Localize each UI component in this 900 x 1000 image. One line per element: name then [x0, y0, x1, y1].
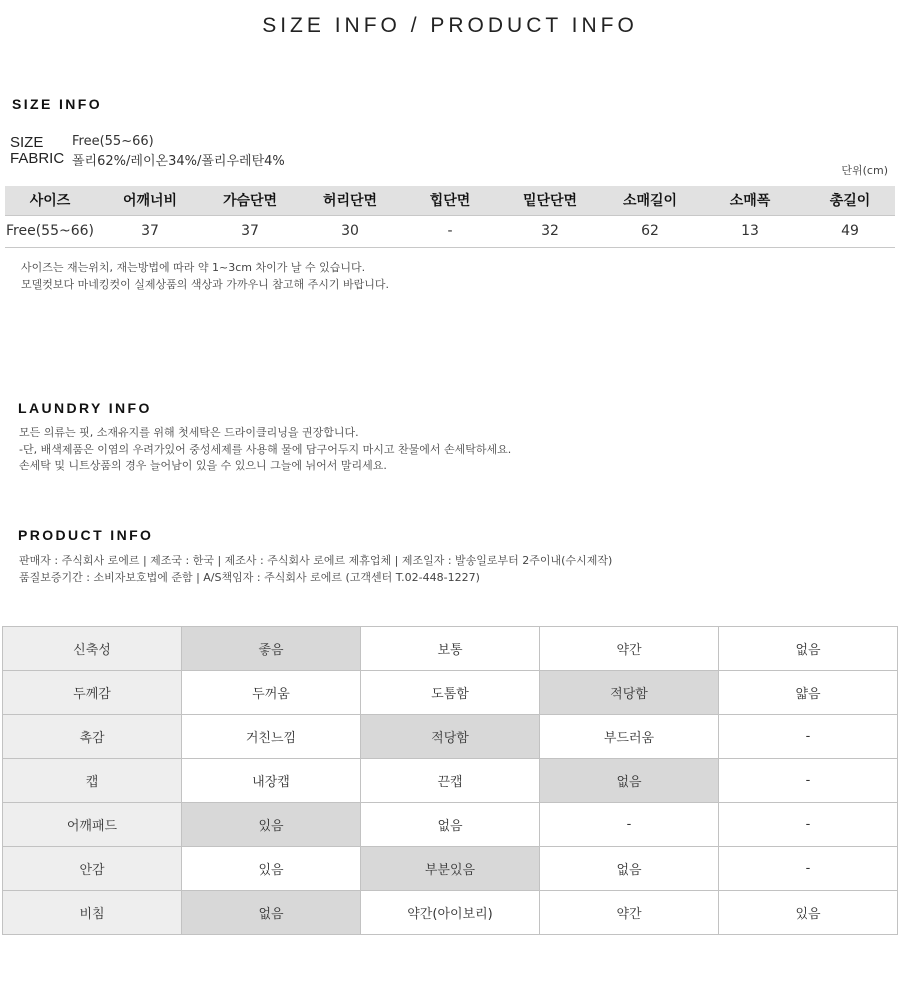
product-notes	[19, 553, 612, 586]
property-option-selected: 있음	[182, 803, 361, 847]
property-option: 끈캡	[361, 759, 540, 803]
property-option: 약간	[540, 891, 719, 935]
size-table-header: 허리단면	[295, 186, 405, 215]
property-label: 비침	[3, 891, 182, 935]
size-info-heading: SIZE INFO	[12, 96, 103, 112]
size-note-line: 모델컷보다 마네킹컷이 실제상품의 색상과 가까우니 참고해 주시기 바랍니다.	[21, 277, 390, 291]
size-table-cell: 32	[495, 215, 605, 247]
fabric-value: 폴리62%/레이온34%/폴리우레탄4%	[72, 154, 285, 169]
product-info-heading: PRODUCT INFO	[18, 527, 154, 543]
property-option: 도톰함	[361, 671, 540, 715]
size-table-header: 힙단면	[405, 186, 495, 215]
property-option-selected: 적당함	[540, 671, 719, 715]
property-option-selected: 없음	[540, 759, 719, 803]
property-option: -	[719, 847, 898, 891]
laundry-line: 모든 의류는 핏, 소재유지를 위해 첫세탁은 드라이클리닝을 권장합니다.	[19, 426, 359, 439]
property-row	[3, 803, 898, 847]
property-row	[3, 627, 898, 671]
property-option: 없음	[719, 627, 898, 671]
size-table-header: 가슴단면	[205, 186, 295, 215]
properties-table	[2, 626, 898, 935]
property-row	[3, 891, 898, 935]
property-label: 안감	[3, 847, 182, 891]
property-option: 약간(아이보리)	[361, 891, 540, 935]
property-option: 보통	[361, 627, 540, 671]
property-option: 있음	[719, 891, 898, 935]
property-row	[3, 671, 898, 715]
property-option: 거친느낌	[182, 715, 361, 759]
product-line: 판매자 : 주식회사 로에르 | 제조국 : 한국 | 제조사 : 주식회사 로에르 제휴업체 | 제조일자 : 발송일로부터 2주이내(수시제작)	[19, 554, 613, 567]
laundry-line: 손세탁 및 니트상품의 경우 늘어남이 있을 수 있으니 그늘에 뉘어서 말리세요.	[19, 459, 387, 472]
property-option: 약간	[540, 627, 719, 671]
property-option: 없음	[540, 847, 719, 891]
size-label: SIZE	[10, 134, 44, 151]
property-option: 두꺼움	[182, 671, 361, 715]
size-table-cell: 49	[805, 215, 895, 247]
size-table-header: 사이즈	[5, 186, 95, 215]
product-line: 품질보증기간 : 소비자보호법에 준함 | A/S책임자 : 주식회사 로에르 (고객센터 T.02-448-1227)	[19, 570, 480, 584]
size-table-header: 총길이	[805, 186, 895, 215]
property-row	[3, 847, 898, 891]
property-option: 없음	[361, 803, 540, 847]
size-table-header: 소매폭	[695, 186, 805, 215]
laundry-notes	[19, 425, 511, 475]
property-option: -	[719, 803, 898, 847]
property-label: 캡	[3, 759, 182, 803]
size-table-header-row	[5, 186, 895, 215]
size-table-cell: Free(55~66)	[5, 215, 95, 247]
size-table-cell: 37	[95, 215, 205, 247]
size-note-line: 사이즈는 재는위치, 재는방법에 따라 약 1~3cm 차이가 날 수 있습니다.	[21, 261, 366, 274]
size-table-cell: 30	[295, 215, 405, 247]
size-table-row	[5, 215, 895, 247]
property-option-selected: 적당함	[361, 715, 540, 759]
property-row	[3, 759, 898, 803]
size-table-header: 어깨너비	[95, 186, 205, 215]
size-table	[5, 186, 895, 248]
property-option: 얇음	[719, 671, 898, 715]
property-label: 신축성	[3, 627, 182, 671]
size-table-cell: 13	[695, 215, 805, 247]
property-option-selected: 좋음	[182, 627, 361, 671]
property-option: -	[540, 803, 719, 847]
property-option: 내장캡	[182, 759, 361, 803]
property-option: -	[719, 759, 898, 803]
size-table-header: 소매길이	[605, 186, 695, 215]
fabric-label: FABRIC	[10, 150, 65, 167]
property-option: -	[719, 715, 898, 759]
property-option: 있음	[182, 847, 361, 891]
page-title: SIZE INFO / PRODUCT INFO	[262, 14, 638, 37]
size-table-cell: 37	[205, 215, 295, 247]
size-table-cell: -	[405, 215, 495, 247]
laundry-info-heading: LAUNDRY INFO	[18, 400, 152, 416]
property-option-selected: 부분있음	[361, 847, 540, 891]
property-label: 촉감	[3, 715, 182, 759]
property-option-selected: 없음	[182, 891, 361, 935]
property-option: 부드러움	[540, 715, 719, 759]
size-value: Free(55~66)	[72, 134, 154, 149]
property-label: 두께감	[3, 671, 182, 715]
size-table-header: 밑단단면	[495, 186, 605, 215]
property-label: 어깨패드	[3, 803, 182, 847]
laundry-line: -단, 배색제품은 이염의 우려가있어 중성세제를 사용해 물에 담구어두지 마시고 찬물에서 손세탁하세요.	[19, 442, 512, 456]
property-row	[3, 715, 898, 759]
size-notes	[21, 260, 389, 293]
unit-note: 단위(cm)	[841, 164, 888, 177]
size-table-cell: 62	[605, 215, 695, 247]
